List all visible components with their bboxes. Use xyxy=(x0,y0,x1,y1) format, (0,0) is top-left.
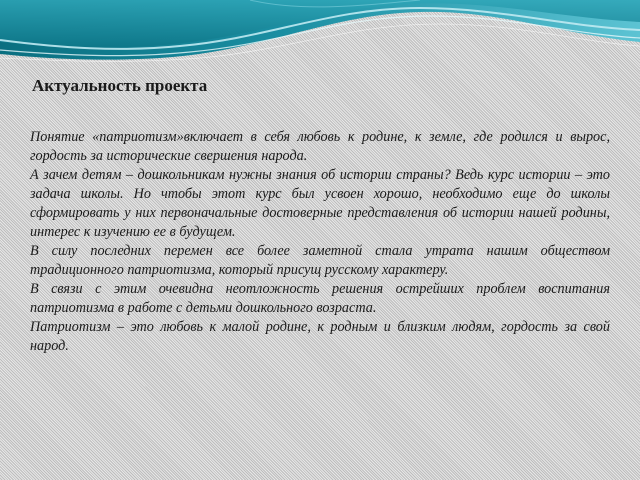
wave-header-decoration xyxy=(0,0,640,72)
slide-title: Актуальность проекта xyxy=(32,76,208,95)
paragraph-urgency: В связи с этим очевидна неотложность решения острейших проблем воспитания патриотизма в работе с детьми дошкольного возраста. xyxy=(30,281,610,316)
paragraph-why-history: А зачем детям – дошкольникам нужны знания об истории страны? Ведь курс истории – это задача школы. Но чтобы этот курс был усвоен хорошо, необходимо еще до школы сформировать у них первоначальные достоверные представления об истории нашей родины, интерес к изучению ее в будущем. xyxy=(30,167,610,240)
paragraph-recent-changes: В силу последних перемен все более заметной стала утрата нашим обществом традиционного патриотизма, который присущ русскому характеру. xyxy=(30,243,610,278)
paragraph-patriotism-love: Патриотизм – это любовь к малой родине, к родным и близким людям, гордость за свой народ. xyxy=(30,319,610,354)
slide-body xyxy=(30,128,610,356)
wave-graphic xyxy=(0,0,640,72)
paragraph-patriotism-definition: Понятие «патриотизм»включает в себя любовь к родине, к земле, где родился и вырос, гордость за исторические свершения народа. xyxy=(30,129,610,164)
